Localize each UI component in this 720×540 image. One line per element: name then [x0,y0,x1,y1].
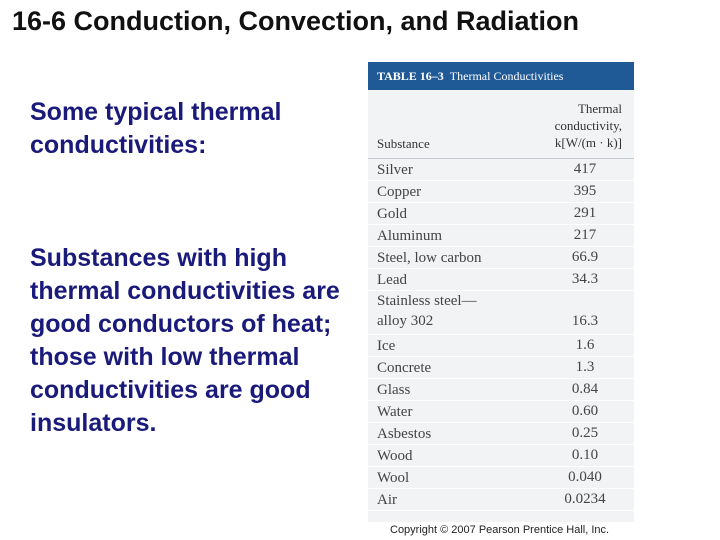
substance-name: Air [377,491,397,508]
substance-name: Gold [377,205,407,222]
conductivity-value: 1.6 [575,337,595,353]
table-row [368,247,634,269]
conductivity-value: 16.3 [571,313,599,329]
substance-name: Stainless steel— alloy 302 [377,293,477,329]
conductivity-value: 217 [573,227,597,243]
conductivity-value: 0.25 [571,425,599,441]
table-body [368,159,634,511]
table-row [368,203,634,225]
body-text: Substances with high thermal conductivities are good conductors of heat; those with low thermal conductivities are good insulators. [30,244,340,437]
substance-name: Lead [377,271,407,288]
table-row [368,291,634,335]
conductivity-value: 34.3 [571,271,599,287]
table-header-bar [368,62,634,90]
substance-name: Asbestos [377,425,432,442]
conductivity-value: 66.9 [571,249,599,265]
table-row [368,335,634,357]
substance-name: Copper [377,183,422,200]
conductivity-value: 0.040 [568,469,602,485]
table-row [368,379,634,401]
conductivity-value: 395 [573,183,597,199]
table-label: TABLE 16–3 [377,68,444,83]
substance-name: Wool [377,469,410,486]
substance-name: Silver [377,161,413,178]
table-row [368,423,634,445]
conductivity-value: 0.84 [571,381,599,397]
table-row [368,159,634,181]
table-name: Thermal Conductivities [449,68,564,83]
column-header-substance: Substance [377,136,430,151]
conductivity-value: 291 [573,205,597,221]
table-row [368,445,634,467]
conductivity-value: 417 [573,161,597,177]
table-row [368,489,634,511]
slide-title: 16-6 Conduction, Convection, and Radiation [12,6,580,36]
table-row [368,181,634,203]
substance-name: Wood [377,447,413,464]
substance-name: Glass [377,381,411,398]
copyright-notice: Copyright © 2007 Pearson Prentice Hall, Inc. [390,524,610,536]
substance-name: Concrete [377,359,432,376]
conductivity-table [368,62,634,522]
conductivity-value: 0.60 [571,403,599,419]
conductivity-value: 1.3 [575,359,595,375]
table-row [368,401,634,423]
conductivity-value: 0.10 [571,447,599,463]
table-column-headers [368,90,634,159]
substance-name: Aluminum [377,227,443,244]
substance-name: Steel, low carbon [377,249,482,266]
conductivity-value: 0.0234 [564,491,606,507]
substance-name: Ice [377,337,396,354]
substance-name: Water [377,403,413,420]
table-row [368,467,634,489]
intro-text: Some typical thermal conductivities: [30,98,282,159]
table-row [368,357,634,379]
table-row [368,269,634,291]
table-row [368,225,634,247]
column-header-conductivity: Thermal conductivity, k[W/(m · k)] [554,101,622,150]
